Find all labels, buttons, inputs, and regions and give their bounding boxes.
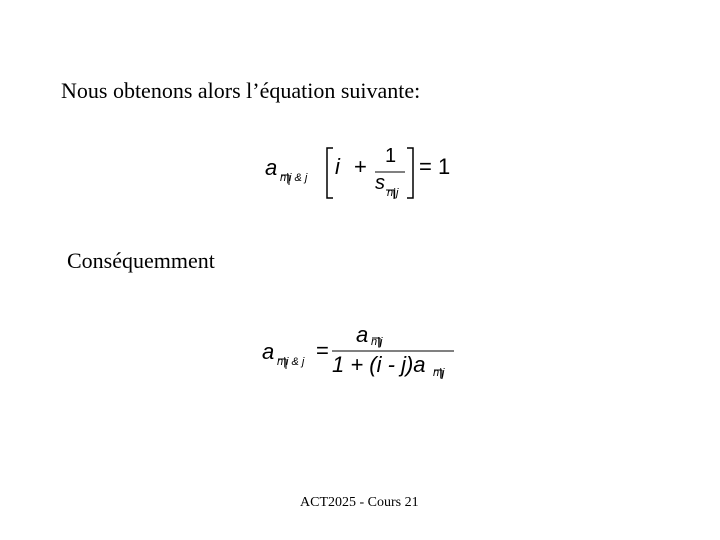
eq2-numerator: a (356, 322, 369, 347)
transition-text: Conséquemment (67, 248, 215, 273)
eq1-right-bracket (407, 148, 413, 198)
eq2-numerator-subscript: n|j (371, 336, 383, 348)
eq2-a: a (262, 339, 275, 364)
equation-1 (265, 145, 465, 205)
eq2-a-subscript: n|i & j (277, 356, 305, 368)
eq2-denominator-subscript: n|j (433, 367, 445, 379)
eq1-numerator: 1 (385, 145, 397, 167)
eq1-denominator: s (375, 172, 385, 194)
eq1-denominator-subscript: n|j (387, 187, 399, 199)
eq1-a: a (265, 155, 278, 180)
eq1-plus: + (354, 154, 367, 179)
equation-2 (262, 322, 462, 392)
eq1-i: i (335, 154, 340, 179)
eq1-left-bracket (327, 148, 333, 198)
intro-text: Nous obtenons alors l’équation suivante: (61, 78, 421, 103)
slide-footer: ACT2025 - Cours 21 (300, 495, 419, 510)
eq2-denominator: 1 + (i - j)a (332, 352, 426, 377)
eq1-a-subscript: n|i & j (280, 172, 308, 184)
eq2-equals: = (316, 338, 329, 363)
eq1-equals-one: = 1 (419, 154, 451, 179)
